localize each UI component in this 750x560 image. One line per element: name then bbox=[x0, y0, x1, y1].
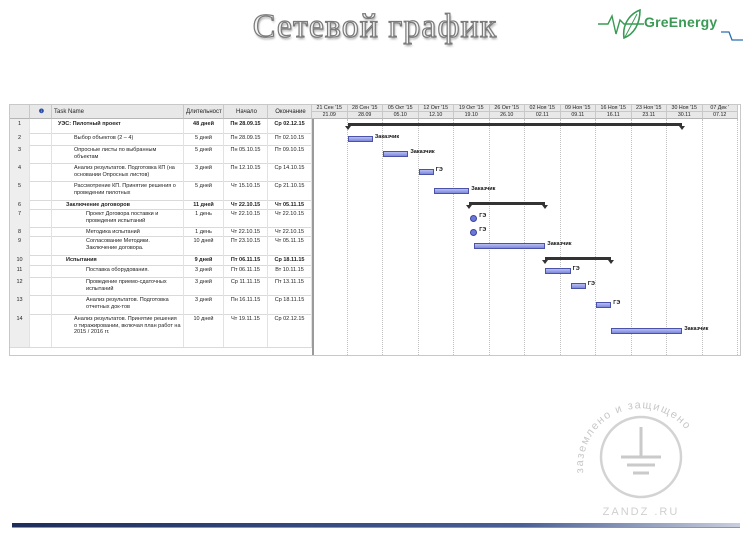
day-header: 09.11 bbox=[561, 112, 597, 119]
task-duration: 9 дней bbox=[184, 255, 224, 265]
logo-swoosh-icon bbox=[721, 28, 743, 44]
row-id: 11 bbox=[10, 265, 30, 277]
task-bar[interactable] bbox=[470, 215, 477, 222]
header-finish[interactable]: Окончание bbox=[268, 105, 312, 119]
week-header: 05 Окт '15 bbox=[383, 105, 419, 112]
task-name: Опросные листы по выбранным объектам bbox=[52, 145, 184, 163]
header-row-id bbox=[10, 105, 30, 119]
task-finish: Чт 22.10.15 bbox=[268, 209, 312, 227]
gantt-chart bbox=[312, 105, 740, 355]
row-id: 2 bbox=[10, 133, 30, 145]
ms-project-screenshot bbox=[9, 104, 741, 356]
zandz-watermark bbox=[566, 385, 716, 520]
row-id: 1 bbox=[10, 119, 30, 133]
gridline bbox=[666, 119, 667, 355]
row-indicator bbox=[30, 145, 52, 163]
task-bar[interactable] bbox=[434, 188, 470, 194]
summary-cap bbox=[466, 205, 472, 209]
task-bar[interactable] bbox=[474, 243, 545, 249]
week-header: 12 Окт '15 bbox=[419, 105, 455, 112]
row-indicator bbox=[30, 236, 52, 255]
table-row[interactable] bbox=[10, 314, 312, 348]
row-id: 8 bbox=[10, 227, 30, 236]
resource-label: ГЭ bbox=[435, 167, 443, 173]
table-row[interactable] bbox=[10, 295, 312, 315]
row-id: 14 bbox=[10, 314, 30, 347]
task-name: Анализ результатов. Принятие решения о тиражировании, включая план работ на 2015 / 2016 гг. bbox=[52, 314, 184, 347]
task-start: Пн 16.11.15 bbox=[224, 295, 268, 314]
day-header: 30.11 bbox=[667, 112, 703, 119]
task-bar[interactable] bbox=[470, 229, 477, 236]
header-task-name[interactable]: Task Name bbox=[52, 105, 184, 119]
row-indicator bbox=[30, 277, 52, 295]
week-header: 30 Ноя '15 bbox=[667, 105, 703, 112]
row-id: 12 bbox=[10, 277, 30, 295]
task-name: Испытания bbox=[52, 255, 184, 265]
task-name: Выбор объектов (2 – 4) bbox=[52, 133, 184, 145]
table-row[interactable] bbox=[10, 163, 312, 182]
summary-bar[interactable] bbox=[348, 123, 683, 126]
gridline bbox=[631, 119, 632, 355]
task-bar[interactable] bbox=[611, 328, 682, 334]
day-header: 05.10 bbox=[383, 112, 419, 119]
gridline bbox=[524, 119, 525, 355]
row-id: 13 bbox=[10, 295, 30, 314]
week-header: 26 Окт '15 bbox=[490, 105, 526, 112]
resource-label: ГЭ bbox=[613, 299, 621, 306]
task-finish: Ср 02.12.15 bbox=[268, 119, 312, 133]
task-duration: 5 дней bbox=[184, 181, 224, 200]
task-duration: 5 дней bbox=[184, 133, 224, 145]
task-finish: Чт 05.11.15 bbox=[268, 200, 312, 209]
resource-label: Заказчик bbox=[410, 149, 435, 155]
summary-cap bbox=[345, 126, 351, 130]
task-start: Чт 22.10.15 bbox=[224, 209, 268, 227]
leaf-pulse-icon bbox=[598, 6, 644, 46]
table-row[interactable] bbox=[10, 277, 312, 296]
task-name: Анализ результатов. Подготовка отчетных док-тов bbox=[52, 295, 184, 314]
row-id: 10 bbox=[10, 255, 30, 265]
row-indicator bbox=[30, 181, 52, 200]
task-start: Пн 05.10.15 bbox=[224, 145, 268, 163]
task-duration: 3 дней bbox=[184, 265, 224, 277]
task-name: УЭС: Пилотный проект bbox=[52, 119, 184, 133]
resource-label: Заказчик bbox=[684, 325, 709, 332]
task-finish: Ср 02.12.15 bbox=[268, 314, 312, 347]
task-bar[interactable] bbox=[545, 268, 570, 274]
task-start: Пн 28.09.15 bbox=[224, 133, 268, 145]
task-finish: Чт 05.11.15 bbox=[268, 236, 312, 255]
gridline bbox=[737, 119, 738, 355]
task-start: Чт 19.11.15 bbox=[224, 314, 268, 347]
row-id: 7 bbox=[10, 209, 30, 227]
table-row[interactable] bbox=[10, 209, 312, 228]
row-indicator bbox=[30, 255, 52, 265]
slide-title: Сетевой график bbox=[252, 8, 498, 45]
row-indicator bbox=[30, 200, 52, 209]
task-bar[interactable] bbox=[571, 283, 586, 289]
task-duration: 1 день bbox=[184, 227, 224, 236]
resource-label: Заказчик bbox=[374, 134, 400, 140]
week-header: 09 Ноя '15 bbox=[561, 105, 597, 112]
day-header: 16.11 bbox=[596, 112, 632, 119]
logo-text: GreEnergy bbox=[644, 14, 718, 30]
row-indicator bbox=[30, 227, 52, 236]
task-duration: 5 дней bbox=[184, 145, 224, 163]
task-start: Пт 06.11.15 bbox=[224, 265, 268, 277]
task-start: Чт 15.10.15 bbox=[224, 181, 268, 200]
day-header: 19.10 bbox=[454, 112, 490, 119]
table-row[interactable] bbox=[10, 236, 312, 256]
summary-cap bbox=[542, 260, 548, 264]
ground-icon bbox=[621, 427, 661, 473]
gridline bbox=[453, 119, 454, 355]
summary-cap bbox=[542, 205, 548, 209]
task-bar[interactable] bbox=[596, 302, 611, 308]
task-table bbox=[10, 105, 314, 355]
week-header: 16 Ноя '15 bbox=[596, 105, 632, 112]
week-header: 28 Сен '15 bbox=[348, 105, 384, 112]
day-header: 26.10 bbox=[490, 112, 526, 119]
week-header: 19 Окт '15 bbox=[454, 105, 490, 112]
greenergy-logo bbox=[598, 6, 748, 48]
week-header: 02 Ноя '15 bbox=[525, 105, 561, 112]
week-header: 23 Ноя '15 bbox=[632, 105, 668, 112]
summary-cap bbox=[679, 126, 685, 130]
header-duration[interactable]: Длительност bbox=[184, 105, 224, 119]
table-row[interactable] bbox=[10, 119, 312, 134]
row-indicator bbox=[30, 163, 52, 181]
task-start: Ср 11.11.15 bbox=[224, 277, 268, 295]
row-indicator bbox=[30, 209, 52, 227]
task-name: Рассмотрение КП. Принятие решения о проведении пилотных bbox=[52, 181, 184, 200]
row-id: 4 bbox=[10, 163, 30, 181]
row-indicator bbox=[30, 265, 52, 277]
task-name: Методика испытаний bbox=[52, 227, 184, 236]
task-finish: Ср 18.11.15 bbox=[268, 295, 312, 314]
row-indicator bbox=[30, 314, 52, 347]
task-start: Пн 12.10.15 bbox=[224, 163, 268, 181]
week-header: 21 Сен '15 bbox=[312, 105, 348, 112]
task-name: Проведение приемо-сдаточных испытаний bbox=[52, 277, 184, 295]
task-duration: 3 дней bbox=[184, 295, 224, 314]
task-duration: 3 дней bbox=[184, 277, 224, 295]
task-finish: Пт 02.10.15 bbox=[268, 133, 312, 145]
task-finish: Пт 09.10.15 bbox=[268, 145, 312, 163]
task-bar[interactable] bbox=[383, 151, 408, 157]
day-header: 23.11 bbox=[632, 112, 668, 119]
task-name: Заключение договоров bbox=[52, 200, 184, 209]
task-start: Чт 22.10.15 bbox=[224, 200, 268, 209]
task-duration: 11 дней bbox=[184, 200, 224, 209]
summary-bar[interactable] bbox=[469, 202, 545, 205]
task-finish: Ср 21.10.15 bbox=[268, 181, 312, 200]
resource-label: ГЭ bbox=[572, 266, 580, 272]
task-finish: Ср 14.10.15 bbox=[268, 163, 312, 181]
day-header: 12.10 bbox=[419, 112, 455, 119]
task-finish: Пт 13.11.15 bbox=[268, 277, 312, 295]
task-duration: 1 день bbox=[184, 209, 224, 227]
task-bar[interactable] bbox=[348, 136, 373, 142]
resource-label: Заказчик bbox=[547, 240, 572, 247]
task-finish: Вт 10.11.15 bbox=[268, 265, 312, 277]
task-duration: 10 дней bbox=[184, 236, 224, 255]
task-start: Чт 22.10.15 bbox=[224, 227, 268, 236]
task-bar[interactable] bbox=[419, 169, 434, 175]
task-start: Пн 28.09.15 bbox=[224, 119, 268, 133]
row-id: 9 bbox=[10, 236, 30, 255]
row-id: 6 bbox=[10, 200, 30, 209]
header-info-icon: ❶ bbox=[30, 105, 52, 119]
gridline bbox=[702, 119, 703, 355]
gridline bbox=[560, 119, 561, 355]
task-start: Пт 23.10.15 bbox=[224, 236, 268, 255]
day-header: 07.12 bbox=[703, 112, 739, 119]
gridline bbox=[595, 119, 596, 355]
day-header: 28.09 bbox=[348, 112, 384, 119]
task-finish: Чт 22.10.15 bbox=[268, 227, 312, 236]
task-duration: 3 дней bbox=[184, 163, 224, 181]
table-row[interactable] bbox=[10, 145, 312, 164]
resource-label: ГЭ bbox=[479, 226, 487, 233]
task-start: Пт 06.11.15 bbox=[224, 255, 268, 265]
row-indicator bbox=[30, 119, 52, 133]
task-name: Согласование Методики. Заключение договора. bbox=[52, 236, 184, 255]
resource-label: Заказчик bbox=[471, 185, 496, 192]
summary-bar[interactable] bbox=[545, 257, 611, 260]
row-indicator bbox=[30, 295, 52, 314]
day-header: 21.09 bbox=[312, 112, 348, 119]
gridline bbox=[347, 119, 348, 355]
task-name: Поставка оборудования. bbox=[52, 265, 184, 277]
task-duration: 48 дней bbox=[184, 119, 224, 133]
watermark-arc-text: заземлено и защищено bbox=[573, 399, 694, 474]
task-duration: 10 дней bbox=[184, 314, 224, 347]
resource-label: ГЭ bbox=[587, 281, 595, 287]
task-name: Анализ результатов. Подготовка КП (на основании Опросных листов) bbox=[52, 163, 184, 181]
resource-label: ГЭ bbox=[479, 213, 487, 219]
task-name: Проект Договора поставки и проведения испытаний bbox=[52, 209, 184, 227]
week-header: 07 Дек ' bbox=[703, 105, 739, 112]
row-id: 5 bbox=[10, 181, 30, 200]
row-id: 3 bbox=[10, 145, 30, 163]
gridline bbox=[489, 119, 490, 355]
task-finish: Ср 18.11.15 bbox=[268, 255, 312, 265]
row-indicator bbox=[30, 133, 52, 145]
summary-cap bbox=[608, 260, 614, 264]
footer-rule-thin bbox=[12, 527, 740, 528]
watermark-site: ZANDZ .RU bbox=[602, 506, 680, 518]
table-row[interactable] bbox=[10, 181, 312, 201]
header-start[interactable]: Начало bbox=[224, 105, 268, 119]
day-header: 02.11 bbox=[525, 112, 561, 119]
